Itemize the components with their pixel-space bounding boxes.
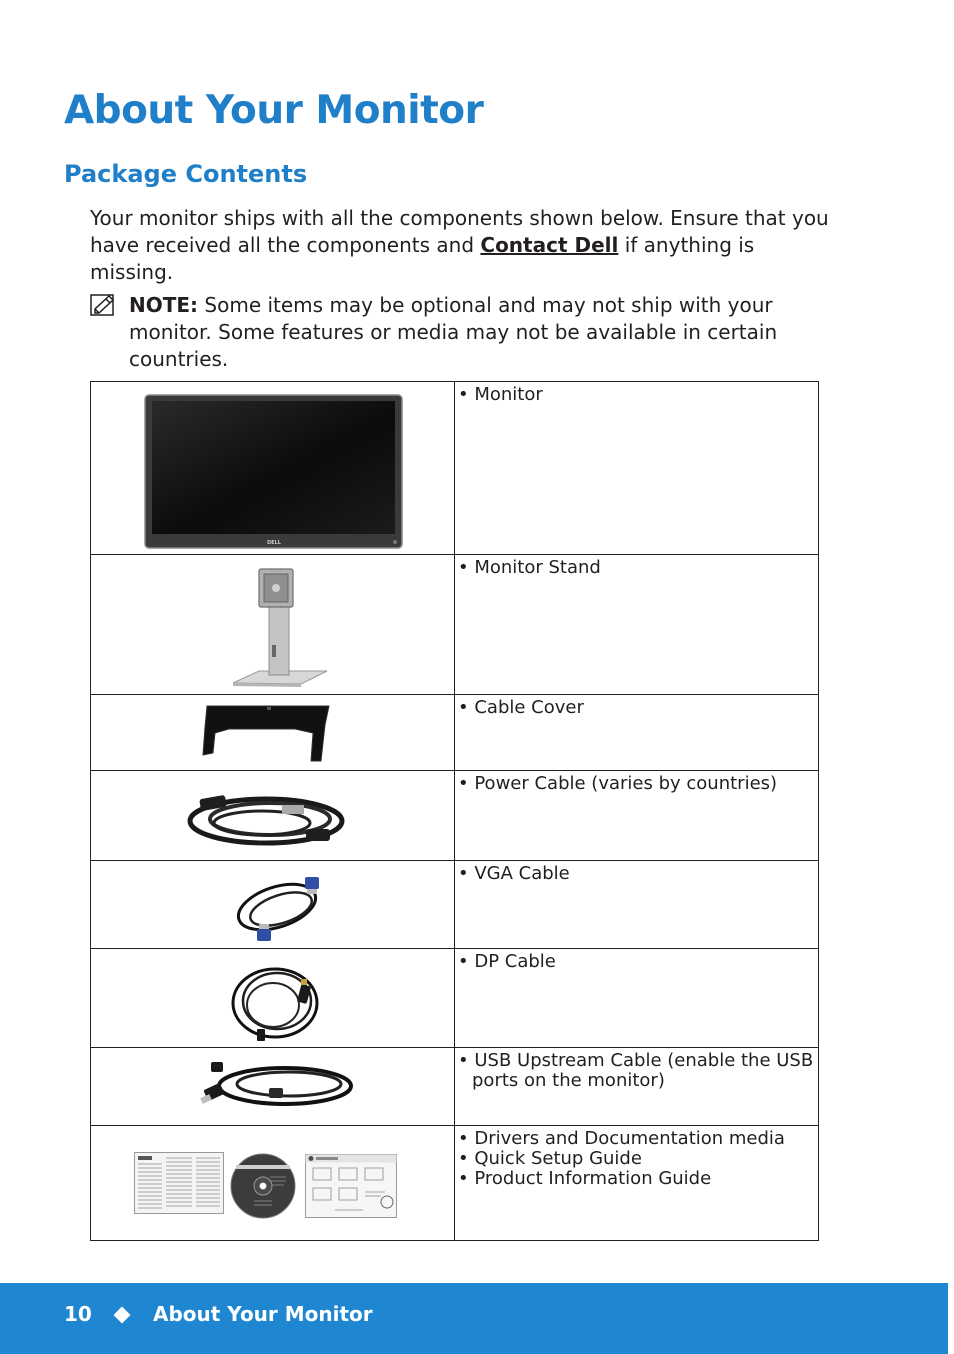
table-row <box>91 1126 819 1241</box>
item-label: • Monitor <box>458 385 818 405</box>
item-image-cell <box>91 949 455 1048</box>
drivers-cd-image <box>230 1153 296 1219</box>
quick-setup-guide-image <box>305 1154 397 1218</box>
item-label: • Cable Cover <box>458 698 818 718</box>
intro-text-before: Your monitor ships with all the components shown below. Ensure that you have received all the components and <box>90 206 829 257</box>
item-label: • VGA Cable <box>458 864 818 884</box>
item-description <box>455 695 819 771</box>
item-description <box>455 771 819 861</box>
diamond-separator-icon <box>114 1307 131 1324</box>
power-cable-image <box>186 783 348 853</box>
note-pencil-icon <box>90 294 116 316</box>
item-description <box>455 1126 819 1241</box>
table-row <box>91 771 819 861</box>
dp-cable-image <box>229 959 323 1043</box>
item-image-cell <box>91 771 455 861</box>
item-image-cell <box>91 861 455 949</box>
item-image-cell <box>91 555 455 695</box>
contact-dell-link[interactable]: Contact Dell <box>480 233 619 257</box>
item-description <box>455 382 819 555</box>
table-row <box>91 695 819 771</box>
item-image-cell <box>91 695 455 771</box>
note-label: NOTE: <box>129 293 199 317</box>
intro-text-after: if anything is missing. <box>90 233 755 284</box>
cable-cover-image <box>199 703 335 765</box>
item-image-cell <box>91 382 455 555</box>
item-image-cell <box>91 1126 455 1241</box>
monitor-logo: DELL <box>267 540 281 546</box>
item-label: • Power Cable (varies by countries) <box>458 774 818 794</box>
vga-cable-image <box>233 871 327 945</box>
page-number: 10 <box>64 1302 92 1326</box>
product-information-guide-image <box>134 1152 224 1214</box>
table-row <box>91 949 819 1048</box>
table-row <box>91 382 819 555</box>
section-heading: Package Contents <box>64 160 308 188</box>
power-button-icon <box>393 540 397 544</box>
usb-cable-image <box>199 1058 357 1118</box>
item-description <box>455 1048 819 1126</box>
page-title: About Your Monitor <box>64 88 484 133</box>
footer-section-title: About Your Monitor <box>153 1302 373 1326</box>
intro-paragraph <box>90 205 830 286</box>
item-label: • Monitor Stand <box>458 558 818 578</box>
item-description <box>455 861 819 949</box>
note-block <box>90 292 810 372</box>
table-row <box>91 555 819 695</box>
page-footer <box>0 1283 954 1354</box>
note-text <box>129 292 819 373</box>
item-label: • Drivers and Documentation media <box>458 1129 818 1149</box>
monitor-stand-image <box>229 563 329 689</box>
item-description <box>455 555 819 695</box>
footer-edge-divider <box>948 1283 954 1354</box>
table-row <box>91 1048 819 1126</box>
item-label: • DP Cable <box>458 952 818 972</box>
item-image-cell <box>91 1048 455 1126</box>
item-label: • USB Upstream Cable (enable the USB ports on the monitor) <box>458 1051 818 1091</box>
item-label: • Product Information Guide <box>458 1169 818 1189</box>
package-contents-table <box>90 381 819 1241</box>
note-body: Some items may be optional and may not ship with your monitor. Some features or media may not be available in certain countries. <box>129 293 778 371</box>
item-label: • Quick Setup Guide <box>458 1149 818 1169</box>
table-row <box>91 861 819 949</box>
item-description <box>455 949 819 1048</box>
monitor-image <box>144 394 404 550</box>
